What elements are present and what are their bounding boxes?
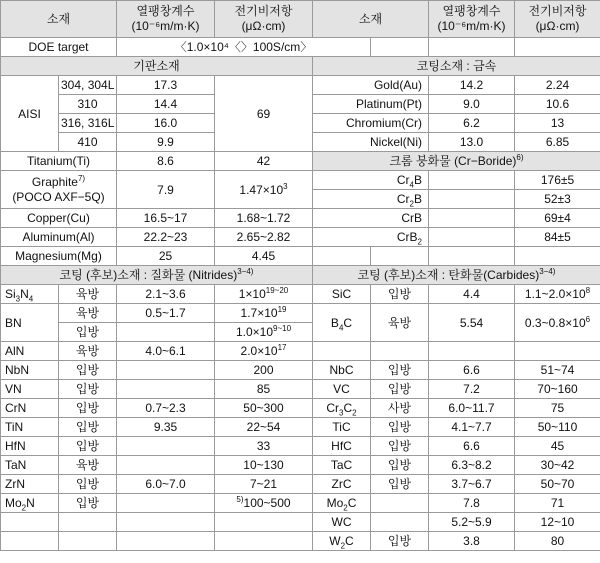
metal-name: Chromium(Cr) [313,114,429,133]
metal-name: Gold(Au) [313,76,429,95]
table-row [1,513,600,532]
section-metal-coating: 코팅소재 : 금속 [313,57,600,76]
carbide-struct: 입방 [371,475,429,494]
doe-value: 〈1.0×10⁴〈〉100S/cm〉 [117,38,371,57]
carbide-name: $Mo_2C$ [313,494,371,513]
carbide-cte: 4.4 [429,285,515,304]
nitride-struct: 입방 [59,494,117,513]
carbide-res: 70~160 [515,380,600,399]
aisi-grade: 410 [59,133,117,152]
carbide-name: ZrC [313,475,371,494]
boride-name: CrB [313,209,429,228]
metal-cte: 14.2 [429,76,515,95]
carbide-res: 30~42 [515,456,600,475]
boride-res: 52±3 [515,190,600,209]
carbide-name: $Cr_3C_2$ [313,399,371,418]
metal-cte: 13.0 [429,133,515,152]
header-cte-left: 열팽창계수 (10⁻⁶m/m·K) [117,1,215,38]
section-substrate: 기판소재 [1,57,313,76]
table-row [1,342,600,361]
table-row [1,475,600,494]
carbide-struct: 입방 [371,361,429,380]
nitride-cte [117,456,215,475]
substrate-cte: 16.5~17 [117,209,215,228]
nitride-struct: 육방 [59,456,117,475]
table-row [1,437,600,456]
graphite-res: $1.47\times 10^3$ [215,171,313,209]
table-row [1,76,600,95]
carbide-struct: 육방 [371,304,429,342]
metal-res: 6.85 [515,133,600,152]
nitride-name: NbN [1,361,59,380]
carbide-res: 50~110 [515,418,600,437]
graphite-name: Graphite$^{7)}$ (POCO AXF−5Q) [1,171,117,209]
carbide-cte: 7.2 [429,380,515,399]
nitride-res: $1\times 10^{19\sim 20}$ [215,285,313,304]
aisi-grade: 316, 316L [59,114,117,133]
nitride-res: $1.0\times 10^{9\sim 10}$ [215,323,313,342]
carbide-name: VC [313,380,371,399]
aisi-grade: 310 [59,95,117,114]
nitride-res: 7~21 [215,475,313,494]
substrate-name: Titanium(Ti) [1,152,117,171]
carbide-res: 80 [515,532,600,551]
aisi-res: 69 [215,76,313,152]
section-row [1,57,600,76]
carbide-res: 51~74 [515,361,600,380]
nitride-struct: 입방 [59,399,117,418]
nitride-name: TaN [1,456,59,475]
carbide-cte: 6.6 [429,437,515,456]
boride-res: 69±4 [515,209,600,228]
metal-cte: 9.0 [429,95,515,114]
nitride-struct: 입방 [59,437,117,456]
table-row [1,171,600,190]
substrate-res: 2.65~2.82 [215,228,313,247]
boride-name: CrB$_2$ [313,228,429,247]
nitride-res: $2.0\times 10^{17}$ [215,342,313,361]
nitride-res: 200 [215,361,313,380]
nitride-res: 85 [215,380,313,399]
substrate-cte: 8.6 [117,152,215,171]
nitride-res: 10~130 [215,456,313,475]
aisi-label: AISI [1,76,59,152]
nitride-name: AlN [1,342,59,361]
nitride-struct: 입방 [59,380,117,399]
nitride-struct: 입방 [59,475,117,494]
metal-name: Nickel(Ni) [313,133,429,152]
nitride-cte [117,361,215,380]
nitride-cte: 0.7~2.3 [117,399,215,418]
header-res-left: 전기비저항 (μΩ·cm) [215,1,313,38]
nitride-cte: 0.5~1.7 [117,304,215,323]
nitride-struct: 입방 [59,323,117,342]
nitride-cte [117,437,215,456]
substrate-name: Aluminum(Al) [1,228,117,247]
table-row [1,494,600,513]
carbide-name: WC [313,513,371,532]
boride-res: 176±5 [515,171,600,190]
nitride-name: VN [1,380,59,399]
doe-label: DOE target [1,38,117,57]
table-row [1,399,600,418]
carbide-struct [371,494,429,513]
nitride-res: 50~300 [215,399,313,418]
nitride-cte: 2.1~3.6 [117,285,215,304]
section-nitrides: 코팅 (후보)소재 : 질화물 (Nitrides)$^{3-4)}$ [1,266,313,285]
table-row [1,247,600,266]
carbide-cte: 6.6 [429,361,515,380]
carbide-cte: 5.54 [429,304,515,342]
aisi-grade: 304, 304L [59,76,117,95]
carbide-res: 71 [515,494,600,513]
metal-name: Platinum(Pt) [313,95,429,114]
metal-res: 13 [515,114,600,133]
carbide-struct: 입방 [371,418,429,437]
header-cte-right: 열팽창계수 (10⁻⁶m/m·K) [429,1,515,38]
section-carbides: 코팅 (후보)소재 : 탄화물(Carbides)$^{3-4)}$ [313,266,600,285]
boride-name: $Cr_2B$ [313,190,429,209]
carbide-struct: 입방 [371,456,429,475]
nitride-name: TiN [1,418,59,437]
carbide-cte: 3.8 [429,532,515,551]
metal-res: 10.6 [515,95,600,114]
nitride-struct: 육방 [59,342,117,361]
carbide-res: 75 [515,399,600,418]
substrate-name: Copper(Cu) [1,209,117,228]
table-row [1,304,600,323]
table-row [1,361,600,380]
carbide-name: $B_4C$ [313,304,371,342]
carbide-struct [371,513,429,532]
doe-row [1,38,600,57]
carbide-res: $1.1\sim 2.0\times 10^8$ [515,285,600,304]
nitride-res: $^{5)}$100~500 [215,494,313,513]
nitride-struct: 입방 [59,418,117,437]
substrate-res: 42 [215,152,313,171]
carbide-name: SiC [313,285,371,304]
nitride-cte: 6.0~7.0 [117,475,215,494]
nitride-struct: 육방 [59,304,117,323]
carbide-cte: 4.1~7.7 [429,418,515,437]
carbide-cte: 6.3~8.2 [429,456,515,475]
carbide-cte: 7.8 [429,494,515,513]
carbide-cte: 6.0~11.7 [429,399,515,418]
carbide-res: 12~10 [515,513,600,532]
aisi-cte: 14.4 [117,95,215,114]
carbide-name: NbC [313,361,371,380]
nitride-name: HfN [1,437,59,456]
aisi-cte: 9.9 [117,133,215,152]
nitride-cte: 9.35 [117,418,215,437]
aisi-cte: 16.0 [117,114,215,133]
table-row [1,152,600,171]
boride-name: $Cr_4B$ [313,171,429,190]
substrate-res: 1.68~1.72 [215,209,313,228]
boride-res: 84±5 [515,228,600,247]
nitride-struct: 입방 [59,361,117,380]
table-row [1,418,600,437]
substrate-cte: 25 [117,247,215,266]
carbide-struct: 입방 [371,532,429,551]
nitride-cte: 4.0~6.1 [117,342,215,361]
carbide-res: 50~70 [515,475,600,494]
carbide-cte: 3.7~6.7 [429,475,515,494]
carbide-name: TaC [313,456,371,475]
nitride-name: BN [1,304,59,342]
graphite-cte: 7.9 [117,171,215,209]
carbide-struct: 입방 [371,437,429,456]
nitride-name: $Si_3N_4$ [1,285,59,304]
carbide-name: HfC [313,437,371,456]
substrate-cte: 22.2~23 [117,228,215,247]
table-row [1,285,600,304]
substrate-name: Magnesium(Mg) [1,247,117,266]
substrate-res: 4.45 [215,247,313,266]
carbide-res: 45 [515,437,600,456]
table-row [1,532,600,551]
nitride-name: CrN [1,399,59,418]
section-boride: 크롬 붕화물 (Cr−Boride)$^{6)}$ [313,152,600,171]
carbide-struct: 입방 [371,285,429,304]
carbide-cte: 5.2~5.9 [429,513,515,532]
section-row [1,266,600,285]
nitride-name: $Mo_2N$ [1,494,59,513]
nitride-cte [117,380,215,399]
nitride-res: 22~54 [215,418,313,437]
nitride-struct: 육방 [59,285,117,304]
metal-cte: 6.2 [429,114,515,133]
header-res-right: 전기비저항 (μΩ·cm) [515,1,600,38]
carbide-name: $W_2C$ [313,532,371,551]
carbide-name: TiC [313,418,371,437]
table-row [1,228,600,247]
carbide-res: $0.3\sim 0.8\times 10^6$ [515,304,600,342]
table-row [1,380,600,399]
aisi-cte: 17.3 [117,76,215,95]
nitride-res: $1.7\times 10^{19}$ [215,304,313,323]
nitride-res: 33 [215,437,313,456]
carbide-struct: 입방 [371,380,429,399]
nitride-name: ZrN [1,475,59,494]
metal-res: 2.24 [515,76,600,95]
header-material-right: 소재 [313,1,429,38]
header-material-left: 소재 [1,1,117,38]
header-row [1,1,600,38]
table-row [1,456,600,475]
table-row [1,209,600,228]
carbide-struct: 사방 [371,399,429,418]
